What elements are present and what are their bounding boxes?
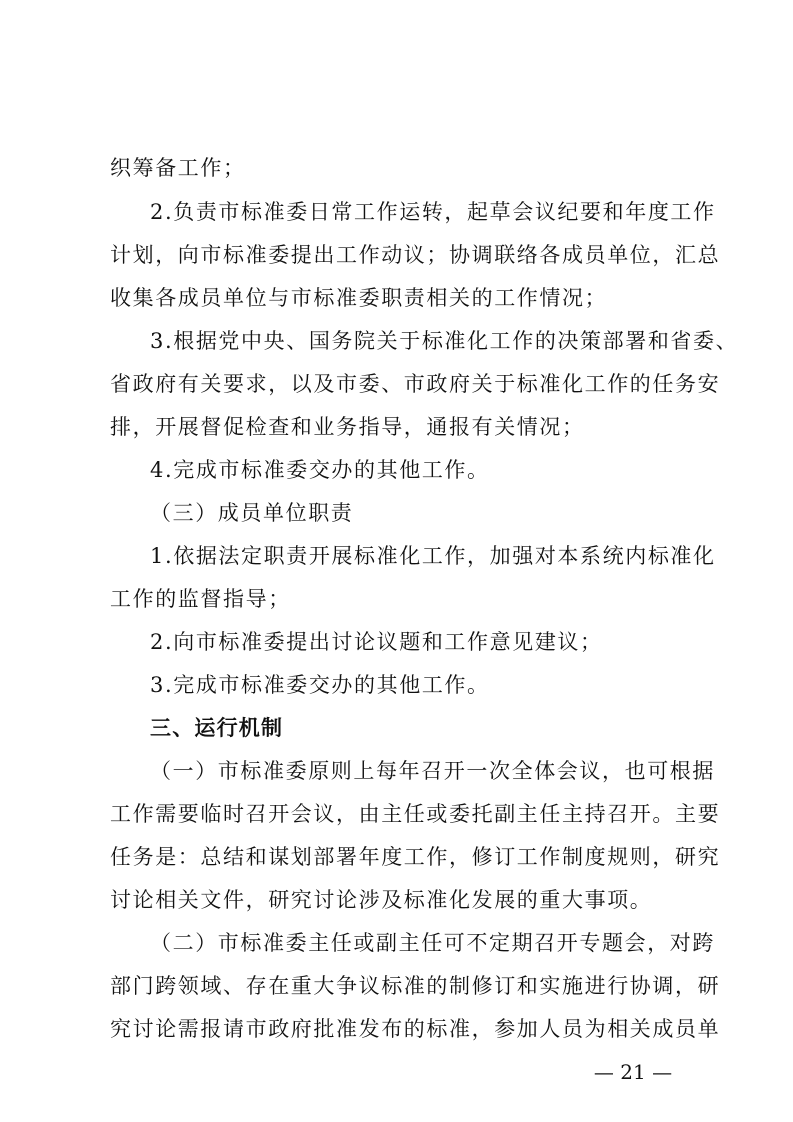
- text-line: 织筹备工作；: [110, 156, 246, 180]
- text-line: 排，开展督促检查和业务指导，通报有关情况；: [110, 415, 585, 439]
- subsection-heading: （三）成员单位职责: [150, 501, 354, 525]
- text-line: 工作的监督指导；: [110, 587, 291, 611]
- text-line: （一）市标准委原则上每年召开一次全体会议，也可根据: [150, 759, 715, 783]
- page-number: — 21 —: [593, 1060, 673, 1084]
- text-line: 工作需要临时召开会议，由主任或委托副主任主持召开。主要: [110, 802, 721, 826]
- text-line: 部门跨领域、存在重大争议标准的制修订和实施进行协调，研: [110, 974, 721, 998]
- text-line: 4.完成市标准委交办的其他工作。: [150, 458, 490, 482]
- text-line: 2.向市标准委提出讨论议题和工作意见建议；: [150, 630, 603, 654]
- section-heading: 三、运行机制: [150, 716, 284, 740]
- text-line: 1.依据法定职责开展标准化工作，加强对本系统内标准化: [150, 544, 716, 568]
- text-line: 2.负责市标准委日常工作运转，起草会议纪要和年度工作: [150, 200, 716, 224]
- text-line: 收集各成员单位与市标准委职责相关的工作情况；: [110, 286, 608, 310]
- text-line: 计划，向市标准委提出工作动议；协调联络各成员单位，汇总: [110, 243, 721, 267]
- text-line: 讨论相关文件，研究讨论涉及标准化发展的重大事项。: [110, 888, 653, 912]
- text-line: 3.根据党中央、国务院关于标准化工作的决策部署和省委、: [150, 329, 739, 353]
- text-line: 3.完成市标准委交办的其他工作。: [150, 673, 490, 697]
- text-line: 任务是：总结和谋划部署年度工作，修订工作制度规则，研究: [110, 845, 721, 869]
- text-line: （二）市标准委主任或副主任可不定期召开专题会，对跨: [150, 931, 715, 955]
- text-line: 省政府有关要求，以及市委、市政府关于标准化工作的任务安: [110, 372, 721, 396]
- text-line: 究讨论需报请市政府批准发布的标准，参加人员为相关成员单: [110, 1017, 721, 1041]
